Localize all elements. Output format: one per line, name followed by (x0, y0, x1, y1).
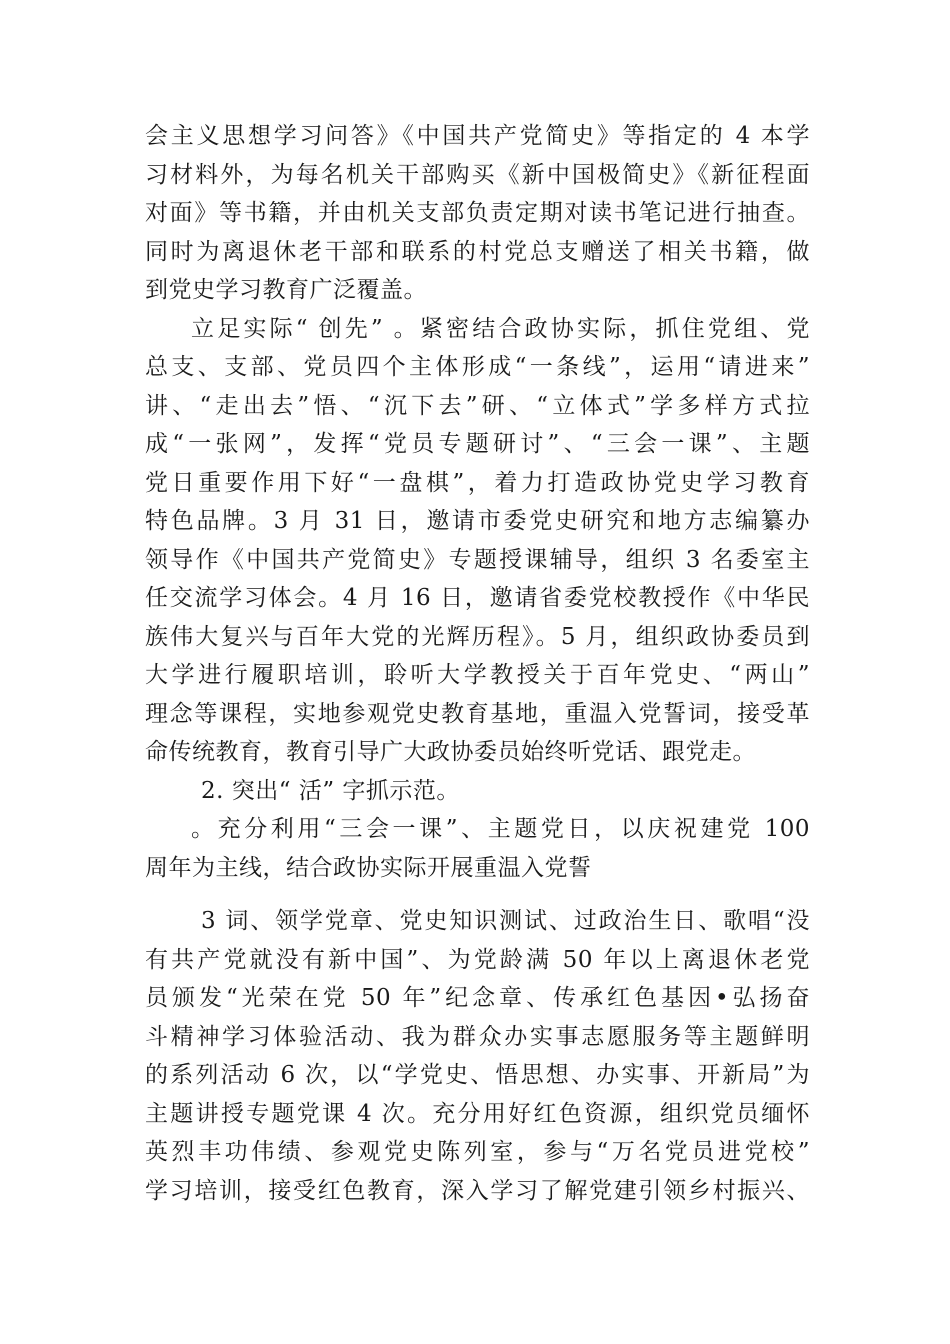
text-line: 有共产党就没有新中国”、为党龄满 50 年以上离退休老党 (145, 946, 810, 973)
text-line: 学习培训，接受红色教育，深入学习了解党建引领乡村振兴、 (145, 1177, 810, 1204)
text-line: 任交流学习体会。4 月 16 日，邀请省委党校教授作《中华民 (145, 585, 810, 611)
paragraph-study-materials (145, 117, 810, 310)
text-line: 总支、支部、党员四个主体形成“一条线”，运用“请进来” (145, 354, 810, 380)
text-line: 对面》等书籍，并由机关支部负责定期对读书笔记进行抽查。 (145, 200, 810, 226)
text-line: 周年为主线，结合政协实际开展重温入党誓 (145, 854, 592, 881)
document-body (145, 117, 810, 1210)
text-line: 。充分利用“三会一课”、主题党日，以庆祝建党 100 (191, 816, 810, 842)
text-line: 领导作《中国共产党简史》专题授课辅导，组织 3 名委室主 (145, 546, 810, 573)
text-line: 员颁发“光荣在党 50 年”纪念章、传承红色基因•弘扬奋 (145, 985, 810, 1011)
text-line: 讲、“走出去”悟、“沉下去”研、“立体式”学多样方式拉 (145, 392, 810, 419)
paragraph-gap (145, 887, 810, 902)
text-line: 族伟大复兴与百年大党的光辉历程》。5 月，组织政协委员到 (145, 623, 810, 650)
text-line: 会主义思想学习问答》《中国共产党简史》等指定的 4 本学 (145, 123, 810, 149)
paragraph-innovation (145, 310, 810, 772)
section-heading (145, 772, 810, 811)
text-line: 成“一张网”，发挥“党员专题研讨”、“三会一课”、主题 (145, 431, 810, 457)
text-line: 理念等课程，实地参观党史教育基地，重温入党誓词，接受革 (145, 700, 810, 727)
text-line: 英烈丰功伟绩、参观党史陈列室，参与“万名党员进党校” (145, 1139, 810, 1165)
heading-line: 2. 突出“ 活” 字抓示范。 (201, 777, 460, 804)
text-line: 命传统教育，教育引导广大政协委员始终听党话、跟党走。 (145, 739, 756, 765)
text-line: 斗精神学习体验活动、我为群众办实事志愿服务等主题鲜明 (145, 1023, 810, 1050)
text-line: 大学进行履职培训，聆听大学教授关于百年党史、“两山” (145, 662, 810, 688)
text-line: 习材料外，为每名机关干部购买《新中国极简史》《新征程面 (145, 161, 810, 188)
text-line: 3 词、领学党章、党史知识测试、过政治生日、歌唱“没 (201, 908, 810, 934)
paragraph-activities (145, 902, 810, 1210)
text-line: 同时为离退休老干部和联系的村党总支赠送了相关书籍，做 (145, 238, 810, 265)
text-line: 的系列活动 6 次，以“学党史、悟思想、办实事、开新局”为 (145, 1062, 810, 1088)
text-line: 到党史学习教育广泛覆盖。 (145, 277, 427, 303)
text-line: 特色品牌。3 月 31 日，邀请市委党史研究和地方志编纂办 (145, 508, 810, 534)
text-line: 党日重要作用下好“一盘棋”，着力打造政协党史学习教育 (145, 469, 810, 496)
paragraph-activities-intro (145, 810, 810, 887)
text-line: 立足实际“ 创先” 。紧密结合政协实际，抓住党组、党 (191, 315, 810, 342)
text-line: 主题讲授专题党课 4 次。充分用好红色资源，组织党员缅怀 (145, 1100, 810, 1127)
